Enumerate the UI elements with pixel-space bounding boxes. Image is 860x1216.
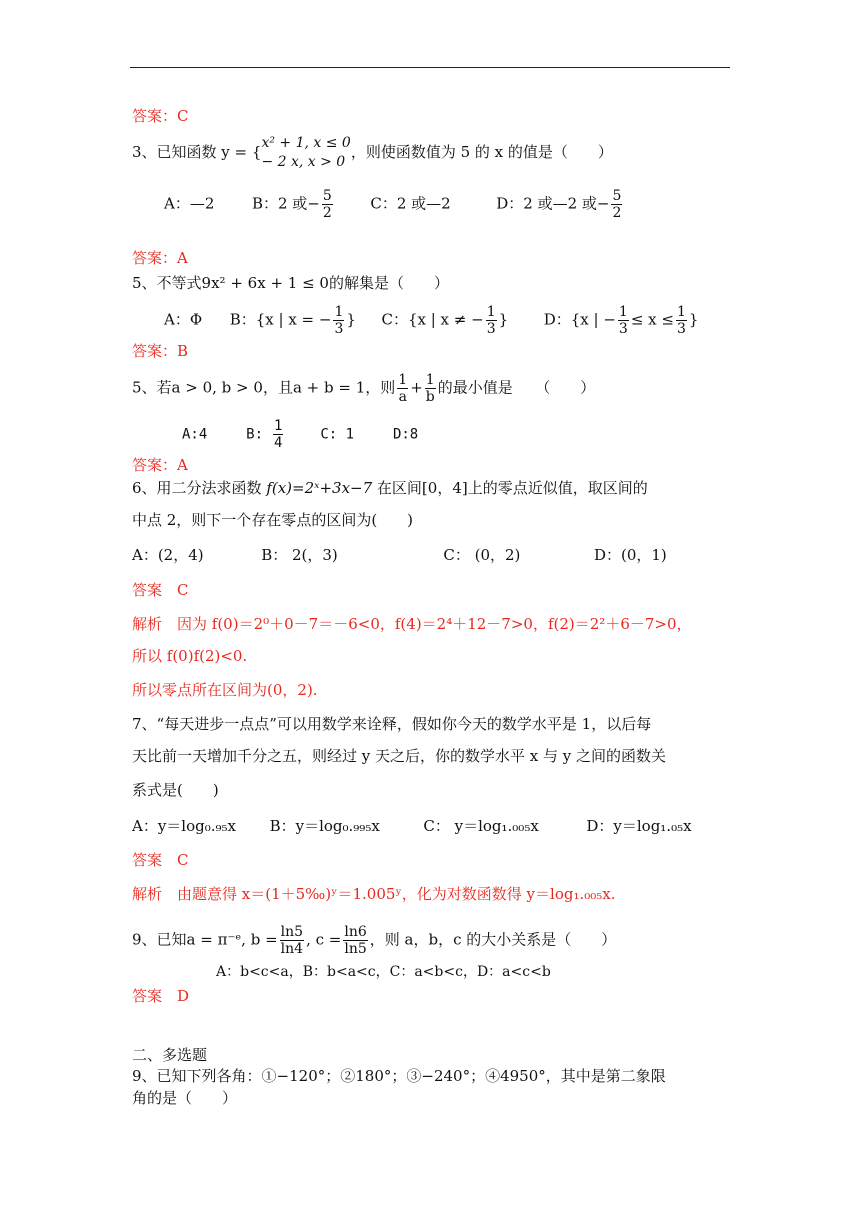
q5b-option-d: D:8	[392, 426, 419, 443]
answer-9: 答案 D	[132, 987, 190, 1005]
q5b-suffix: 的最小值是 （ ）	[437, 378, 596, 397]
question-7-line-2: 天比前一天增加千分之五，则经过 y 天之后，你的数学水平 x 与 y 之间的函数关	[132, 747, 667, 765]
q3-prefix: 3、已知函数 y = {	[132, 143, 262, 161]
q5-option-b-fraction: $\frac{1}{3}$	[334, 304, 344, 337]
q5b-fraction-a: $\frac{1}{a}$	[398, 372, 408, 405]
q5-option-c: C：{x | x ≠ −	[381, 310, 484, 329]
q9-b-fraction: $\frac{\ln 5}{\ln 4}$	[280, 924, 304, 957]
q6-option-b: B： 2(，3)	[261, 546, 338, 564]
question-7-line-3: 系式是( )	[132, 781, 219, 799]
q5-option-b: B：{x | x = −	[229, 310, 332, 329]
q5b-option-b: B:	[246, 426, 264, 443]
q5b-fraction-b: $\frac{1}{b}$	[425, 372, 435, 405]
section-2-question-9-line-1: 9、已知下列各角：①−120°；②180°；③−240°；④4950°，其中是第二象限	[132, 1067, 666, 1085]
q3-piece1: x² + 1, x ≤ 0	[261, 135, 351, 151]
section-2-question-9-line-2: 角的是（ ）	[132, 1089, 238, 1107]
q7-option-c: C： y＝log₁.₀₀₅x	[423, 817, 539, 835]
q3-suffix: ，则使函数值为 5 的 x 的值是（ ）	[350, 143, 613, 161]
q3-piecewise	[261, 134, 350, 172]
header-rule	[130, 67, 730, 68]
question-6-line-2: 中点 2，则下一个存在零点的区间为( )	[132, 511, 414, 529]
q5-option-c-fraction: $\frac{1}{3}$	[486, 304, 496, 337]
answer-1: 答案：C	[132, 107, 189, 125]
question-9-stem: 9、已知a = π⁻ᵉ, b = $\frac{\ln 5}{\ln 4}$ , c = $\frac{\ln 6}{\ln 5}$ ，则 a，b，c 的大小关系是（ ）	[132, 924, 617, 957]
q5b-option-a: A:4	[182, 426, 208, 443]
q6-option-a: A：(2，4)	[132, 546, 204, 564]
q5b-option-b-fraction: $\frac{1}{4}$	[274, 418, 283, 451]
question-6-options	[132, 545, 667, 565]
q6-option-d: D：(0，1)	[593, 546, 667, 564]
q5b-condition-2: a + b = 1	[292, 378, 366, 397]
question-7-options	[132, 816, 692, 836]
answer-5b: 答案：A	[132, 456, 188, 474]
question-3-options	[164, 188, 624, 221]
question-5b-options	[182, 418, 418, 451]
q3-piece2: − 2 x, x > 0	[261, 154, 346, 170]
q5b-condition: a > 0, b > 0	[171, 378, 263, 397]
q3-option-d-fraction: $\frac{5}{2}$	[612, 188, 622, 221]
q7-option-a: A：y＝log₀.₉₅x	[132, 817, 237, 835]
q9-a-expression: a = π⁻ᵉ, b =	[186, 930, 278, 949]
q3-option-d: D：2 或—2 或−	[496, 194, 610, 213]
q6-explanation-line-2: 所以 f(0)f(2)<0.	[132, 647, 248, 665]
question-6-line-1: 6、用二分法求函数 f(x)=2ˣ+3x−7 在区间[0，4]上的零点近似值，取区间的	[132, 479, 648, 497]
q5-inequality: 9x² + 6x + 1 ≤ 0	[201, 274, 329, 292]
q7-option-b: B：y＝log₀.₉₉₅x	[269, 817, 380, 835]
q5-option-a: A：Φ	[164, 310, 203, 329]
q3-option-a: A：—2	[164, 194, 215, 213]
q5-option-d-fraction-2: $\frac{1}{3}$	[676, 304, 686, 337]
question-9-options: A：b<c<a，B：b<a<c，C：a<b<c，D：a<c<b	[216, 964, 551, 980]
q6-option-c: C： (0，2)	[443, 546, 521, 564]
q7-option-d: D：y＝log₁.₀₅x	[586, 817, 692, 835]
q6-explanation-line-1: 解析 因为 f(0)＝2⁰＋0－7＝－6<0，f(4)＝2⁴＋12－7>0，f(2)＝2²＋6－7>0，	[132, 615, 692, 633]
q3-option-b-fraction: $\frac{5}{2}$	[322, 188, 332, 221]
q6-function: f(x)=2ˣ+3x−7	[266, 479, 373, 497]
q5-prefix: 5、不等式	[132, 274, 202, 292]
question-7-line-1: 7、“每天进步一点点”可以用数学来诠释，假如你今天的数学水平是 1，以后每	[132, 715, 652, 733]
q5-option-d-fraction-1: $\frac{1}{3}$	[618, 304, 628, 337]
section-2-title: 二、多选题	[132, 1046, 208, 1064]
q3-option-b: B：2 或−	[251, 194, 320, 213]
q6-explanation-line-3: 所以零点所在区间为(0，2).	[132, 681, 318, 699]
question-5b-stem: 5、若a > 0, b > 0，且a + b = 1，则 $\frac{1}{a}$ + $\frac{1}{b}$ 的最小值是 （ ）	[132, 372, 596, 405]
q3-option-c: C：2 或—2	[370, 194, 451, 213]
q7-explanation: 解析 由题意得 x＝(1＋5‰)ʸ＝1.005ʸ，化为对数函数得 y＝log₁.₀₀₅x.	[132, 885, 616, 903]
q5-option-d: D：{x | −	[543, 310, 616, 329]
answer-3: 答案：A	[132, 249, 188, 267]
question-3-stem	[132, 134, 613, 172]
question-5-stem	[132, 273, 449, 293]
answer-6: 答案 C	[132, 581, 189, 599]
q5b-prefix: 5、若	[132, 378, 172, 397]
q5b-option-c: C: 1	[320, 426, 355, 443]
q5-suffix: 的解集是（ ）	[328, 274, 449, 292]
question-5-options: A：Φ B：{x | x = − $\frac{1}{3}$ } C：{x | x ≠ − $\frac{1}{3}$ } D：{x | − $\frac{1}{3}$ ≤ x ≤ $\frac{1}{3}$ }	[164, 304, 699, 337]
q9-c-fraction: $\frac{\ln 6}{\ln 5}$	[344, 924, 367, 957]
answer-5: 答案：B	[132, 342, 189, 360]
answer-7: 答案 C	[132, 851, 189, 869]
